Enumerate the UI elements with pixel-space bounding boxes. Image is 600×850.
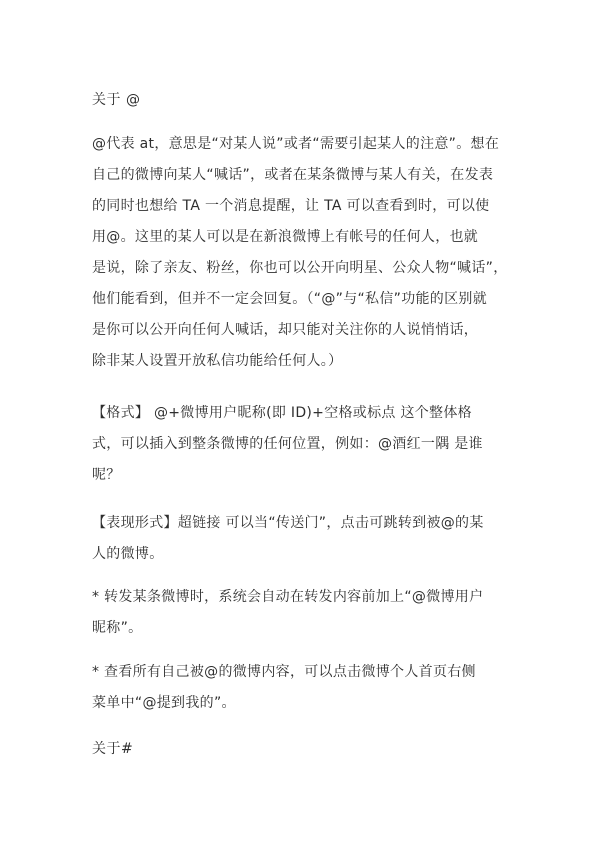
text-line: 自己的微博向某人“喊话”，或者在某条微博与某人有关，在发表	[92, 167, 494, 183]
text-line: * 查看所有自己被@的微博内容，可以点击微博个人首页右侧	[92, 664, 476, 680]
text-line: 是说，除了亲友、粉丝，你也可以公开向明星、公众人物“喊话”，	[92, 260, 508, 276]
text-line: 呢？	[92, 467, 121, 483]
text-line: 是你可以公开向任何人喊话，却只能对关注你的人说悄悄话，	[92, 322, 479, 338]
paragraph-repost-note	[92, 582, 522, 644]
text-line: 他们能看到，但并不一定会回复。（“@”与“私信”功能的区别就	[92, 291, 488, 307]
text-line: * 转发某条微博时，系统会自动在转发内容前加上“@微博用户	[92, 589, 484, 605]
paragraph-format	[92, 398, 522, 491]
text-line: @代表 at，意思是“对某人说”或者“需要引起某人的注意”。想在	[92, 136, 500, 152]
heading-about-at: 关于 @	[92, 92, 141, 108]
text-line: 用@。这里的某人可以是在新浪微博上有帐号的任何人，也就	[92, 229, 479, 245]
text-line: 【表现形式】超链接 可以当“传送门”，点击可跳转到被@的某	[92, 515, 484, 531]
paragraph-at-intro	[92, 129, 522, 377]
paragraph-display-form	[92, 508, 522, 570]
heading-about-hash: 关于#	[92, 741, 134, 757]
text-line: 菜单中“@提到我的”。	[92, 695, 236, 711]
text-line: 式，可以插入到整条微博的任何位置，例如：@酒红一隅 是谁	[92, 436, 483, 452]
text-line: 人的微博。	[92, 546, 164, 562]
text-line: 昵称”。	[92, 620, 143, 636]
paragraph-view-mentions-note	[92, 657, 522, 719]
text-line: 【格式】 @+微博用户昵称(即 ID)+空格或标点 这个整体格	[92, 405, 472, 421]
text-line: 的同时也想给 TA 一个消息提醒，让 TA 可以查看到时，可以使	[92, 198, 490, 214]
text-line: 除非某人设置开放私信功能给任何人。）	[92, 353, 343, 369]
